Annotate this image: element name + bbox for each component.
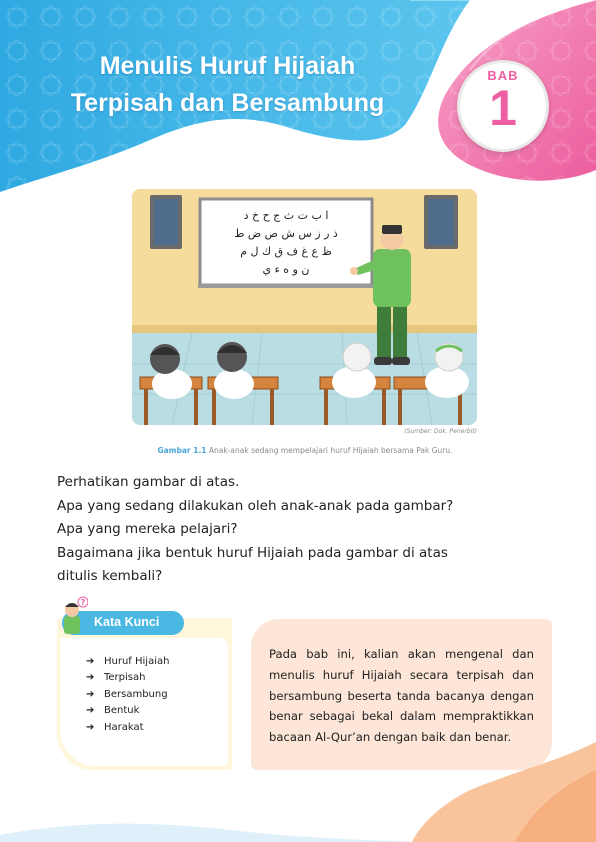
- figure-caption: [95, 446, 515, 455]
- figure-source: (Sumber: Dok. Penerbit): [404, 428, 477, 435]
- arrow-right-icon: ➔: [86, 705, 95, 717]
- keywords-title: Kata Kunci: [94, 615, 160, 629]
- keyword-label: Bersambung: [104, 688, 168, 700]
- board-row-2: ذ ر ز س ش ص ض ط: [234, 227, 338, 240]
- keyword-label: Harakat: [104, 721, 144, 733]
- question-line: Apa yang mereka pelajari?: [57, 521, 238, 537]
- figure-caption-label: Gambar 1.1: [157, 446, 207, 455]
- question-mark-icon: ?: [80, 598, 86, 607]
- board-row-4: ن و ه ء ي: [262, 263, 310, 276]
- chapter-summary-text: Pada bab ini, kalian akan mengenal dan menulis huruf Hijaiah secara terpisah dan bersambung beserta tanda bacanya dengan benar sebagai bekal dalam mempraktikkan bacaan Al-Qur’an dengan baik dan benar.: [269, 647, 534, 745]
- arrow-right-icon: ➔: [86, 721, 95, 733]
- arrow-right-icon: ➔: [86, 656, 95, 667]
- chapter-number: 1: [489, 80, 517, 136]
- keyword-item: [86, 687, 169, 703]
- question-line: ditulis kembali?: [57, 568, 163, 584]
- keyword-label: Terpisah: [104, 672, 146, 684]
- chapter-title: [40, 48, 415, 122]
- board-row-1: ا ب ت ث ج ح خ د: [243, 209, 329, 222]
- arrow-right-icon: ➔: [86, 672, 95, 684]
- question-list: [57, 471, 477, 589]
- figure-caption-text: Anak-anak sedang mempelajari huruf Hijaiah bersama Pak Guru.: [206, 446, 453, 455]
- keyword-item: [86, 703, 169, 719]
- classroom-illustration: [132, 189, 477, 425]
- bottom-decoration: [0, 730, 596, 842]
- keyword-item: [86, 654, 169, 670]
- question-line: Perhatikan gambar di atas.: [57, 474, 240, 490]
- chapter-title-line1: Menulis Huruf Hijaiah: [99, 52, 356, 80]
- chapter-badge-label: BAB: [487, 68, 519, 83]
- keyword-label: Bentuk: [104, 705, 140, 717]
- question-line: Apa yang sedang dilakukan oleh anak-anak pada gambar?: [57, 497, 454, 514]
- board-row-3: ظ ع غ ف ق ك ل م: [240, 245, 332, 258]
- keywords-list: [86, 654, 169, 736]
- chapter-title-line2: Terpisah dan Bersambung: [70, 89, 385, 117]
- question-line: Bagaimana jika bentuk huruf Hijaiah pada gambar di atas: [57, 544, 448, 561]
- keyword-item: [86, 670, 169, 686]
- student-avatar-icon: [58, 596, 88, 636]
- keyword-label: Huruf Hijaiah: [104, 656, 170, 667]
- arrow-right-icon: ➔: [86, 688, 95, 700]
